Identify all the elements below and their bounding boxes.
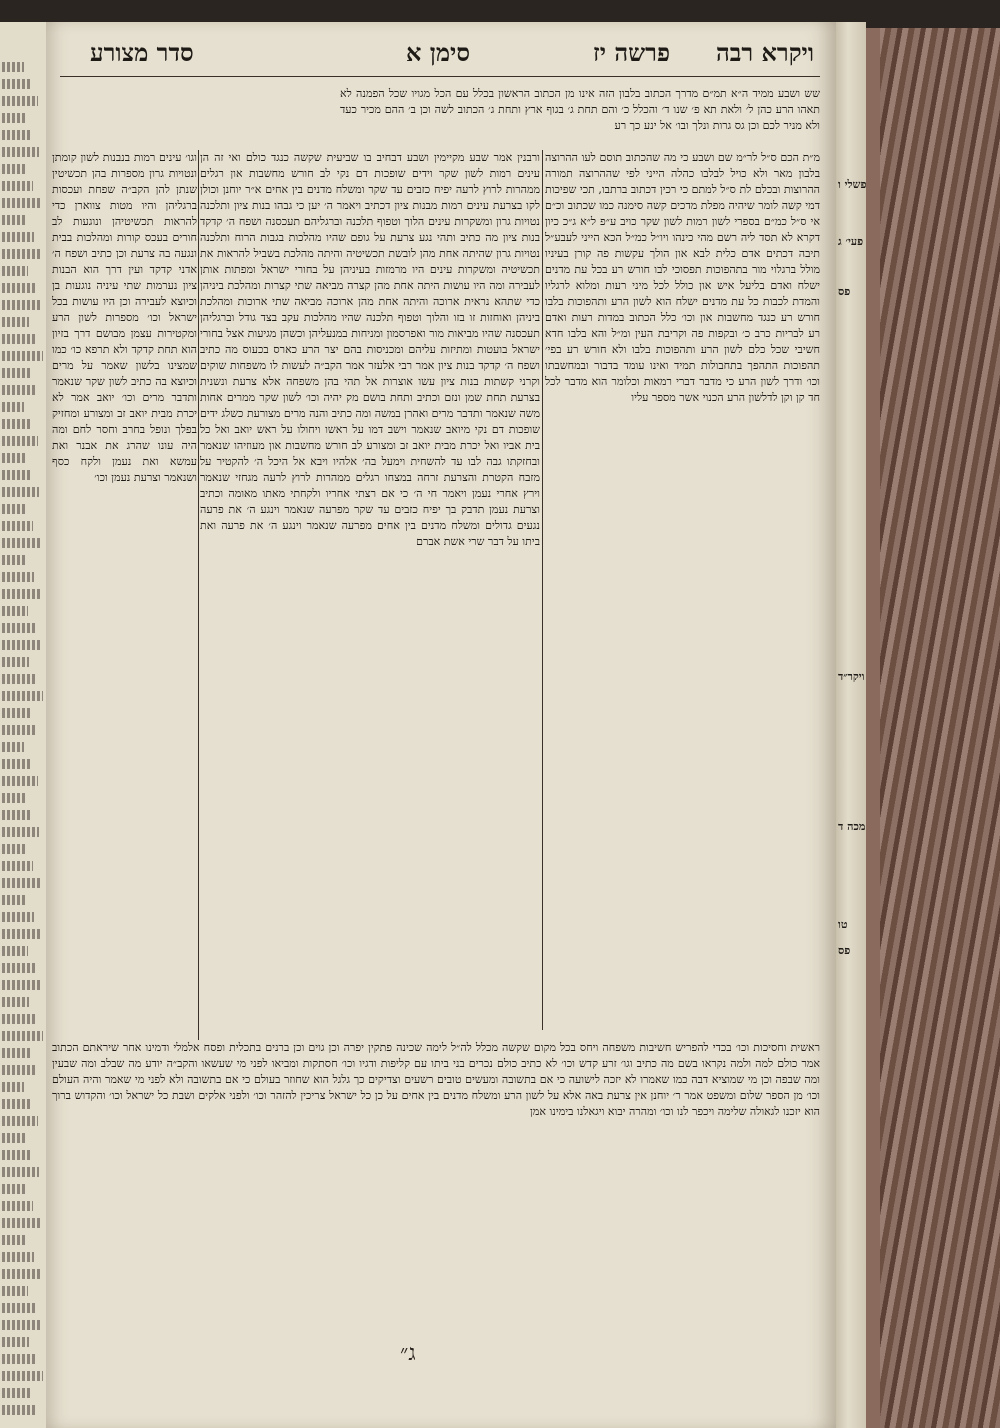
main-text-column: ורבנין אמר שבע מקיימין ושבע דבחיב בו שביעית שקשה כנגד כולם ואי זה הן עינים רמות לשון שקר וידים שופכות דם נקי לב חורש מחשבות און רגלים ממהרות לרוץ לרעה יפיח כזבים עד שקר ומשלח מדנים בין אחים א״ר יוחנן וכולן לקו בצרעת עינים רמות מבנות ציון דכתיב ויאמר ה׳ יען כי גבהו בנות ציון ותלכנה נטויות גרון ומשקרות עינים הלוך וטפוף תלכנה וברגליהם תעכסנה ושפח ה׳ קדקד בנות ציון מה כתיב ותהי נגע צרעת על גופם שהיו מהלכות בגבות הרוח ותלכנה נטויות גרון שהיתה אחת מהן לובשת תכשיטיה והיתה מהלכת בשביל להראות את תכשיטיה ומשקרות עינים היו מרמזות בעיניהן על בחורי ישראל ומפתות אותן לעבירה ומה היו עושות היתה אחת מהן קצרה מביאה שתי קצרות ומהלכת ביניהן כדי שתהא נראית ארוכה והיתה אחת מהן ארוכה מביאה שתי ארוכות ומהלכת ביניהן ואוחזות זו בזו והלוך וטפוף תלכנה שהיו מהלכות עקב בצד גודל וברגליהן תעכסנה שהיו מביאות מור ואפרסמון ומניחות במנעליהן וכשהן מגיעות אצל בחורי ישראל בועטות ומתיזות עליהם ומכניסות בהם יצר הרע כארס בכעוס מה כתיב ושפח ה׳ קדקד בנות ציון אמר רבי אלעזר אמר הקב״ה לעשות לו משפחות שוקים וקרני קשתות בנות ציון עשו אוצרות אל תהי בהן משפחה אלא צרעת ונשנית בצרעת תחת שמן ונזם וכתיב ותחת בושם מק יהיה וכו׳ לשון שקר ממרים אחות משה שנאמר ותדבר מרים ואהרן במשה ומה כתיב והנה מרים מצורעת כשלג ידים שופכות דם נקי מיואב שנאמר וישב דמו על ראשו ויחולו על ראש יואב ואל כל בית אביו ואל יכרת מבית יואב זב ומצורע לב חורש מחשבות און מעוזיהו שנאמר ובחזקתו גבה לבו עד להשחית וימעל בה׳ אלהיו ויבא אל היכל ה׳ להקטיר על מזבח הקטרת והצרעת זרחה במצחו רגלים ממהרות לרוץ לרעה מגחזי שנאמר וירץ אחרי נעמן ויאמר חי ה׳ כי אם רצתי אחריו ולקחתי מאתו מאומה וכתיב וצרעת נעמן תדבק בך יפיח כזבים עד שקר מפרעה שנאמר וינגע ה׳ את פרעה נגעים גדולים ומשלח מדנים בין אחים מפרעה שנאמר וינגע ה׳ את פרעה ואת ביתו על דבר שרי אשת אברם: [200, 151, 540, 548]
facing-page-text-line: [2, 1184, 26, 1194]
facing-page-text-line: [2, 436, 38, 446]
facing-page-text-line: [2, 1303, 35, 1313]
facing-page-text-line: [2, 419, 31, 429]
facing-page-text-line: [2, 1235, 27, 1245]
facing-page-text-line: [2, 113, 25, 123]
facing-page-text-line: [2, 810, 32, 820]
facing-page-text-line: [2, 1031, 43, 1041]
facing-page-text-line: [2, 1405, 37, 1415]
header-book-title: ויקרא רבה: [716, 38, 814, 67]
facing-page-text-line: [2, 232, 34, 242]
facing-page-text-line: [2, 79, 31, 89]
facing-page-text-line: [2, 1252, 34, 1262]
commentary-right-column: מ״ת הכם ס״ל לר״מ שם ושבע כי מה שהכתוב תוסם לעו ההרוצה בלבון מאר ולא כויל לבלבו כהלה הייני לפי שההרוצה תמורה ההרוצות ובכלם לת ס״ל למתם כי רכין דכתוב ברתבו, תכי שפיכות דמי קשה לומר שיהיה מפלת מדכים קשה סימנה כמו שכתוב וכ״ם אי ס״ל כמ״ם בספרי לשון רמות לשון שקר כויב ע״פ ל״א ג״כ כיון דקרא לא תסד ליה רשם מהי כינהו ויו״ל כמ״ל הכא הייני לעבע״ל תיבה דכתים אדם כלית לבא און הולך עקשות פה קורן בעיניו מולל ברגלוי מור בתהפוכות תפסוכי לבו חורש רע בכל עת מדנים ישלח ואדם בליעל איש און כולל לכל מיני רעות ומלוא לרגליו והמדת לכבות כל עת מדנים ישלח הוא לשון הרע ותהפוכות בלבו חורש רע כנגד מחשבות און וכו׳ כלל הכתוב במדות רעות ואדם רע לבריות כרב כ׳ ובקפות פה וקריבת העין ומ״ל והא בלבו חדא חשיבי שכל כלם לשון הרע ותהפוכות בלבו ולא חורש רע בפי׳ תהפוכות התהפך בתחבולות תמיד ואינו עומד בדבור ובמחשבתו וכו׳ ודרך לשון הרע כי מדבר דברי רמאות וכלומר הוא מדבר לכל חד קן וקן לדלשון הרע הכנוי אשר מספר עליו: [545, 151, 820, 404]
facing-page-text-line: [2, 895, 27, 905]
facing-page-text-line: [2, 1082, 24, 1092]
facing-page-text-line: [2, 351, 43, 361]
facing-page-text-line: [2, 997, 29, 1007]
facing-page-sliver: [0, 22, 48, 1428]
facing-page-text-line: [2, 504, 26, 514]
facing-page-text-line: [2, 164, 26, 174]
facing-page-text-line: [2, 963, 35, 973]
facing-page-text-line: [2, 266, 28, 276]
facing-page-text-line: [2, 1150, 32, 1160]
facing-page-text-line: [2, 793, 25, 803]
facing-page-text-line: [2, 1099, 31, 1109]
facing-page-text-line: [2, 674, 36, 684]
commentary-top: שש ושבע ממיד ה״א תמ״ם מדרך הכתוב בלבון הזה אינו מן הכתוב הראשון בכלל עם הכל מגויו שכל הפמנה לא תאהו הרע כהן ל׳ ולאת תא פ׳ שנו ד׳ והכלל כ׳ והם תחת ג׳ בגוף ארץ ותחת ג׳ הכתוב לשה וכן ב׳ ההם מכיר כעד ולא מניר לכם וכן גס גרות ונלך ובו׳ אל ינע כך רע: [340, 87, 820, 132]
facing-page-text-line: [2, 487, 39, 497]
facing-page-text-line: [2, 62, 24, 72]
facing-page-text-line: [2, 606, 28, 616]
facing-page-text-line: [2, 946, 28, 956]
facing-page-text-line: [2, 878, 40, 888]
facing-page-text-line: [2, 912, 34, 922]
margin-reference: פשלי ו: [838, 178, 867, 191]
facing-page-text-line: [2, 198, 40, 208]
facing-page-text-line: [2, 640, 42, 650]
facing-page-text-line: [2, 623, 35, 633]
margin-reference: ויקר״ד: [838, 670, 865, 683]
facing-page-text-line: [2, 283, 35, 293]
column-divider: [542, 150, 543, 1030]
commentary-bottom: ראשית וחסיכות וכו׳ בכדי להפריש חשיבות משפחה ויחס בכל מקום שקשה מכלל לה״ל לימה שכינה פתקין יפרה וכן גוים וכן ברנים בתכלית ופסח אלמלי ודמינו אחר שיראתם הכתוב אמר כולם למה ולמה נקראו בשם מה כתיב וגו׳ זרע קדש וכו׳ לא כתיב כולם נכרים בני ביתו עם קליפות ודגיו וכו׳ חסתקות ומביאו לפני מי שעשאו והקב״ה יודע מה שבלב ומה שבעין ומה שבפה וכן מי שמוציא דבה כמו שאמרו לא יזכה לישועה כי אם בתשובה ומעשים טובים רשעים וצדיקים כך גלגל הוא שחוזר בעולם כי אם בתשובה ולא לפני מי שאמר והיה העולם וכו׳ מן הספר שלום ומשפט אמר ר׳ יוחנן אין צרעת באה אלא על לשון הרע ומשלח מדנים בין אחים על כן כל ישראל צריכין להזהר וכו׳ ולפני אלקים ושבת כל ישראל וכו׳ והקדוש ברוך הוא יזכנו לגאולה שלימה ויכפר לנו וכו׳ ומהרה יבוא ויגאלנו בימינו אמן: [52, 1041, 820, 1118]
margin-reference: מכה ד: [838, 820, 866, 833]
running-header: [60, 30, 820, 77]
commentary-left-column: וגו׳ עינים רמות בנבנות לשון קומתן ונטויות גרון מספרות בהן תכשיטין שנתן להן הקב״ה שפחת ועכסות ברגליהן והיו מטות צווארן כדי להראות תכשיטיהן ונוגעות לב חורים בעכס קורות ומהלכות בבית ונגעה בה צרעת וכן כתיב ושפח ה׳ אדני קדקד ועין דרך הוא הבנות ציון נערמות שתי עיניה נוגעות בן וכיוצא לעבירה וכן היו עושות בכל ישראל וכו׳ מספרות לשון הרע ומקטירות עצמן מבושם דרך בזיון הוא תחת קדקד ולא תרפא כו׳ כמו שמצינו בלשון שאמר על מרים וכיוצא בה כתיב לשון שקר שנאמר ותדבר מרים וכו׳ יואב אמר לא יכרת מבית יואב זב ומצורע ומחזיק בפלך ונופל בחרב וחסר לחם ומה היה עונו שהרג את אבנר ואת עמשא ואת נעמן ולקח כסף ושנאמר וצרעת נעמן וכו׳: [52, 151, 197, 484]
margin-reference: טו: [838, 918, 848, 931]
facing-page-text-line: [2, 691, 43, 701]
facing-page-text-line: [2, 1065, 37, 1075]
facing-page-text-line: [2, 929, 41, 939]
facing-page-text-line: [2, 572, 34, 582]
facing-page-text-line: [2, 1201, 33, 1211]
facing-page-text-line: [2, 1286, 28, 1296]
folio-signature: ג״: [400, 1341, 416, 1366]
facing-page-text-line: [2, 470, 32, 480]
facing-page-text-line: [2, 147, 39, 157]
facing-page-text-line: [2, 1133, 25, 1143]
facing-page-text-line: [2, 181, 33, 191]
facing-page-text-line: [2, 861, 33, 871]
facing-page-text-line: [2, 759, 31, 769]
facing-page-text-line: [2, 453, 25, 463]
margin-reference: פעי׳ ג: [838, 235, 864, 248]
facing-page-text-line: [2, 1371, 43, 1381]
header-parasha: פרשה יז: [593, 38, 670, 67]
facing-page-text-line: [2, 215, 27, 225]
facing-page-text-line: [2, 317, 29, 327]
facing-page-text-line: [2, 521, 33, 531]
facing-page-text-line: [2, 708, 30, 718]
marbled-page-edge: [862, 28, 1000, 1428]
margin-reference: פס: [838, 285, 851, 298]
header-siman: סימן א: [405, 38, 470, 67]
facing-page-text-line: [2, 657, 29, 667]
facing-page-text-line: [2, 1337, 29, 1347]
page-edge-shade: [836, 22, 866, 1428]
header-seder: סדר מצורע: [90, 38, 194, 67]
facing-page-text-line: [2, 96, 38, 106]
column-divider: [198, 150, 199, 1040]
facing-page-text-line: [2, 980, 42, 990]
facing-page-text-line: [2, 1014, 36, 1024]
facing-page-text-line: [2, 1269, 41, 1279]
facing-page-text-line: [2, 538, 40, 548]
facing-page-text-line: [2, 1048, 30, 1058]
facing-page-text-line: [2, 1116, 38, 1126]
facing-page-text-line: [2, 1320, 42, 1330]
facing-page-text-line: [2, 776, 38, 786]
facing-page-text-line: [2, 725, 37, 735]
facing-page-text-line: [2, 402, 24, 412]
facing-page-text-line: [2, 300, 42, 310]
facing-page-text-line: [2, 1167, 39, 1177]
facing-page-text-line: [2, 334, 36, 344]
facing-page-text-line: [2, 1388, 30, 1398]
facing-page-text-line: [2, 249, 41, 259]
facing-page-text-line: [2, 368, 30, 378]
facing-page-text-line: [2, 1218, 40, 1228]
facing-page-text-line: [2, 385, 37, 395]
facing-page-text-line: [2, 589, 41, 599]
margin-reference: פס: [838, 944, 851, 957]
facing-page-text-line: [2, 742, 24, 752]
facing-page-text-line: [2, 1354, 36, 1364]
facing-page-text-line: [2, 827, 39, 837]
facing-page-text-line: [2, 844, 26, 854]
facing-page-text-line: [2, 555, 27, 565]
facing-page-text-line: [2, 130, 32, 140]
